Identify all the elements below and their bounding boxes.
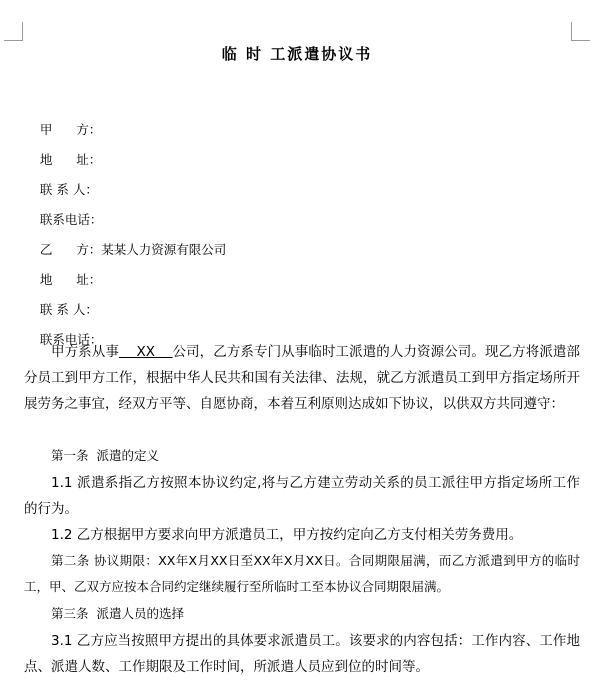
document-title: 临 时 工派遣协议书 xyxy=(221,45,373,63)
article-1-heading: 第一条 派遣的定义 xyxy=(51,448,159,463)
intro-text-before: 甲方系从事 xyxy=(51,344,119,360)
field-label: 地 址： xyxy=(39,152,102,167)
intro-paragraph xyxy=(24,339,580,417)
field-label: 联 系 人： xyxy=(39,182,98,197)
field-label: 甲 方： xyxy=(39,122,102,137)
page-corner-mark-left xyxy=(4,22,23,41)
field-value: 某某人力资源有限公司 xyxy=(101,242,227,257)
company-blank: XX xyxy=(118,344,173,360)
field-label: 联系电话： xyxy=(39,212,103,227)
field-label: 联系电话： xyxy=(39,332,103,347)
field-label: 联 系 人： xyxy=(39,302,98,317)
intro-text-after: 公司，乙方系专门从事临时工派遣的人力资源公司。现乙方将派遣部分员工到甲方工作，根据中华人民共和国有关法律、法规，就乙方派遣员工到甲方指定场所开展劳务之事宜，经双方平等、自愿协商，本着互利原则达成如下协议，以供双方共同遵守： xyxy=(24,344,581,412)
clause-3-1: 3.1 乙方应当按照甲方提出的具体要求派遣员工。该要求的内容包括：工作内容、工作地点、派遣人数、工作期限及工作时间，所派遣人员应到位的时间等。 xyxy=(24,633,580,675)
clause-1-2: 1.2 乙方根据甲方要求向甲方派遣员工，甲方按约定向乙方支付相关劳务费用。 xyxy=(51,527,523,543)
field-label: 乙 方： xyxy=(39,242,102,257)
field-label: 地 址： xyxy=(39,272,102,287)
page-corner-mark-right xyxy=(571,22,590,41)
article-2: 第二条 协议期限：XX年X月XX日至XX年X月XX日。合同期限届满，而乙方派遣到甲方的临时工，甲、乙双方应按本合同约定继续履行至所临时工至本协议合同期限届满。 xyxy=(24,553,580,594)
clause-1-1: 1.1 派遣系指乙方按照本协议约定,将与乙方建立劳动关系的员工派往甲方指定场所工作的行为。 xyxy=(24,475,580,517)
article-3-heading: 第三条 派遣人员的选择 xyxy=(51,606,184,621)
